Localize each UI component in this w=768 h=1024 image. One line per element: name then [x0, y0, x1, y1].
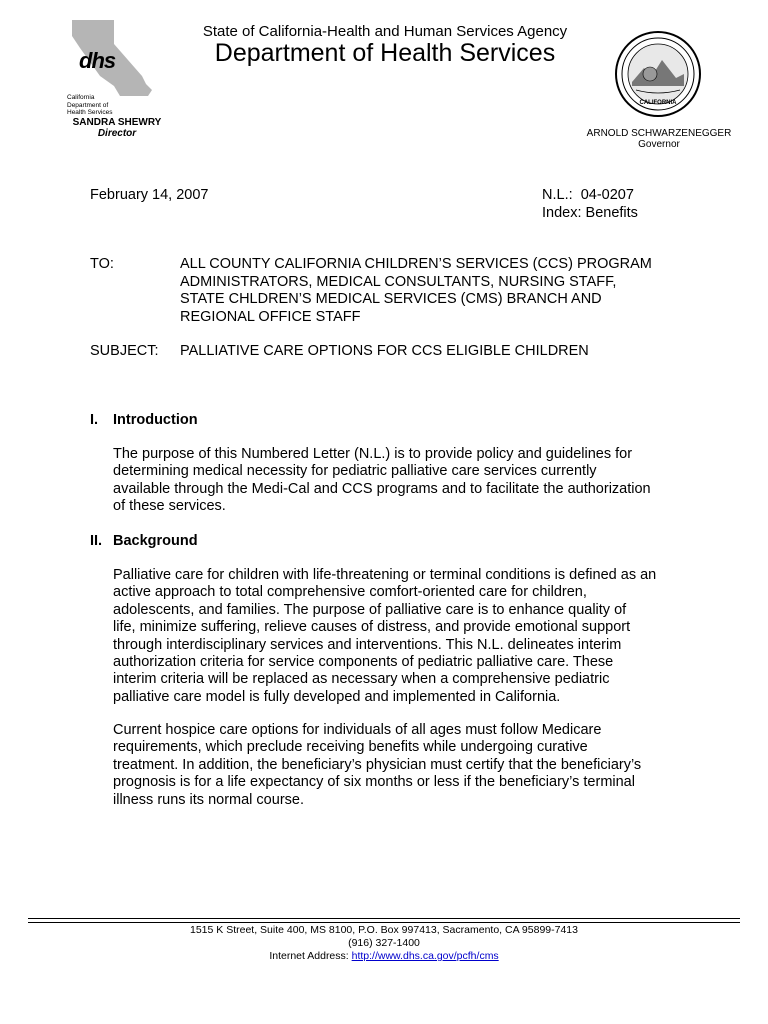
- governor-name: ARNOLD SCHWARZENEGGER: [586, 128, 732, 139]
- to-recipients: [180, 256, 700, 326]
- nl-number: [542, 187, 634, 203]
- logo-text: dhs: [79, 48, 116, 73]
- to-line: REGIONAL OFFICE STAFF: [180, 308, 361, 325]
- section-title-background: Background: [113, 533, 198, 549]
- to-line: ADMINISTRATORS, MEDICAL CONSULTANTS, NURSING STAFF,: [180, 273, 617, 290]
- director-title: Director: [97, 128, 137, 139]
- footer-internet: [0, 950, 768, 962]
- subject-text: PALLIATIVE CARE OPTIONS FOR CCS ELIGIBLE CHILDREN: [180, 343, 589, 359]
- nl-label: N.L.:: [542, 187, 573, 203]
- internet-link[interactable]: http://www.dhs.ca.gov/pcfh/cms: [351, 950, 499, 962]
- footer-divider: [28, 918, 740, 919]
- subject-label: SUBJECT:: [90, 343, 159, 359]
- director-name: SANDRA SHEWRY: [72, 117, 162, 128]
- section-number: I.: [90, 412, 99, 428]
- section-title-introduction: Introduction: [113, 412, 198, 428]
- section-number: II.: [90, 533, 103, 549]
- to-label: TO:: [90, 256, 114, 272]
- department-name: Department of Health Services: [214, 39, 556, 67]
- governor-title: Governor: [638, 139, 680, 150]
- agency-name: State of California-Health and Human Services Agency: [202, 23, 568, 40]
- state-seal: [614, 30, 702, 118]
- footer-divider: [28, 922, 740, 923]
- nl-value: 04-0207: [580, 187, 634, 203]
- to-line: ALL COUNTY CALIFORNIA CHILDREN’S SERVICES (CCS) PROGRAM: [180, 256, 652, 272]
- footer-phone: (916) 327-1400: [348, 937, 420, 949]
- logo-subtitle: California Department of Health Services: [67, 94, 113, 116]
- footer-address: 1515 K Street, Suite 400, MS 8100, P.O. Box 997413, Sacramento, CA 95899-7413: [190, 924, 578, 936]
- internet-label: Internet Address:: [269, 950, 352, 962]
- background-paragraph-1: Palliative care for children with life-threatening or terminal conditions is defined as an active approach to total comprehensive comfort-oriented care for children, adolescents, and families. The purpose of palliative care is to enhance quality of life, minimize suffering, relieve causes of distress, and provide emotional support through interdisciplinary services and interventions. This N.L. delineates interim authorization criteria for service components of pediatric palliative care. These interim criteria will be replaced as necessary when a comprehensive pediatric palliative care model is fully developed and implemented in California.: [113, 567, 657, 705]
- to-line: STATE CHLDREN’S MEDICAL SERVICES (CMS) BRANCH AND: [180, 291, 602, 307]
- background-paragraph-2: Current hospice care options for individuals of all ages must follow Medicare requirements, which preclude receiving benefits while undergoing curative treatment. In addition, the beneficiary’s physician must certify that the beneficiary’s prognosis is for a life expectancy of six months or less if the beneficiary’s terminal illness runs its normal course.: [113, 722, 642, 808]
- state-seal-icon: [614, 30, 702, 118]
- introduction-paragraph: The purpose of this Numbered Letter (N.L.) is to provide policy and guidelines for determining medical necessity for pediatric palliative care services currently available through the Medi-Cal and CCS programs and to facilitate the authorization of these services.: [113, 446, 651, 515]
- letter-date: February 14, 2007: [90, 187, 209, 203]
- index-label: Index: Benefits: [542, 205, 638, 221]
- seal-caption: CALIFORNIA: [639, 100, 677, 106]
